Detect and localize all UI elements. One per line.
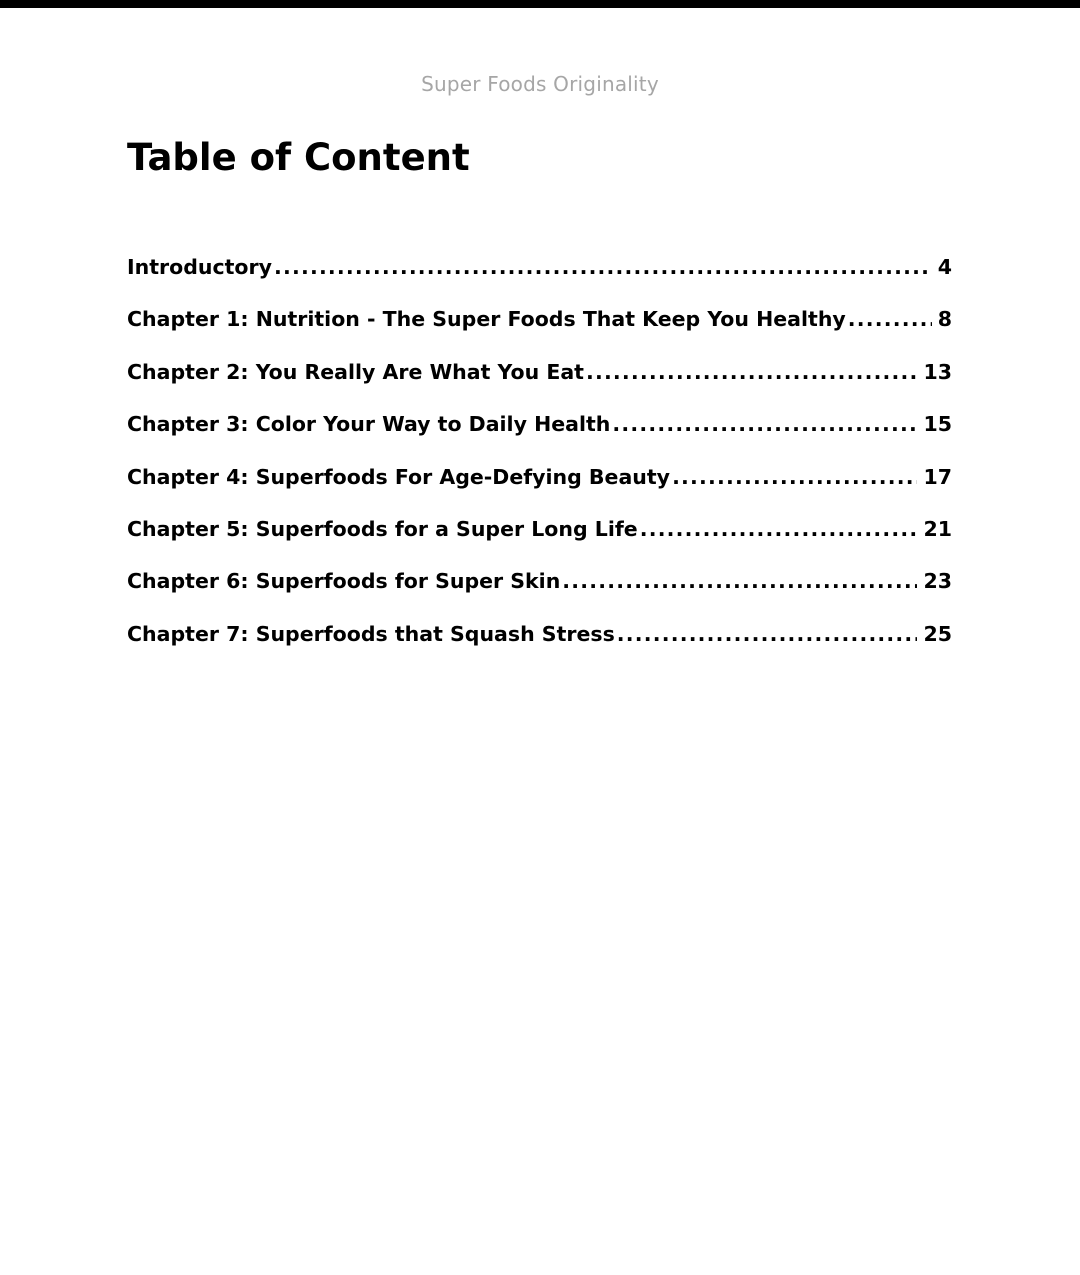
toc-entry-chapter-3[interactable] [127,412,952,464]
toc-entry-chapter-6[interactable] [127,569,952,621]
table-of-contents [127,255,952,674]
toc-dot-leader [274,255,932,279]
toc-page-number: 8 [937,307,952,332]
toc-entry-chapter-7[interactable] [127,622,952,674]
toc-entry-introductory[interactable] [127,255,952,307]
toc-entry-label: Chapter 4: Superfoods For Age-Defying Beauty [127,464,671,489]
toc-entry-label: Chapter 7: Superfoods that Squash Stress [127,621,615,646]
toc-page-number: 4 [937,255,952,279]
toc-page-number: 21 [923,516,952,541]
toc-entry-label: Chapter 1: Nutrition - The Super Foods That Keep You Healthy [127,307,846,332]
toc-entry-chapter-1[interactable] [127,307,952,359]
running-header: Super Foods Originality [421,72,659,96]
toc-entry-chapter-2[interactable] [127,360,952,412]
toc-page-number: 15 [923,412,952,437]
toc-entry-chapter-4[interactable] [127,465,952,517]
toc-entry-label: Chapter 6: Superfoods for Super Skin [127,569,561,594]
toc-entry-label: Chapter 5: Superfoods for a Super Long Life [127,516,638,541]
top-border [0,0,1080,8]
toc-dot-leader [672,465,917,489]
toc-dot-leader [640,517,918,541]
toc-entry-label: Chapter 3: Color Your Way to Daily Health [127,412,611,437]
toc-dot-leader [617,622,918,646]
toc-page-number: 13 [923,359,952,384]
toc-dot-leader [562,569,917,593]
toc-page-number: 17 [923,464,952,489]
toc-dot-leader [586,360,918,384]
toc-entry-chapter-5[interactable] [127,517,952,569]
toc-page-number: 23 [923,569,952,594]
toc-dot-leader [848,307,932,331]
toc-entry-label: Introductory [127,255,272,279]
page-title: Table of Content [127,136,470,179]
toc-dot-leader [612,412,917,436]
toc-entry-label: Chapter 2: You Really Are What You Eat [127,359,584,384]
toc-page-number: 25 [923,621,952,646]
